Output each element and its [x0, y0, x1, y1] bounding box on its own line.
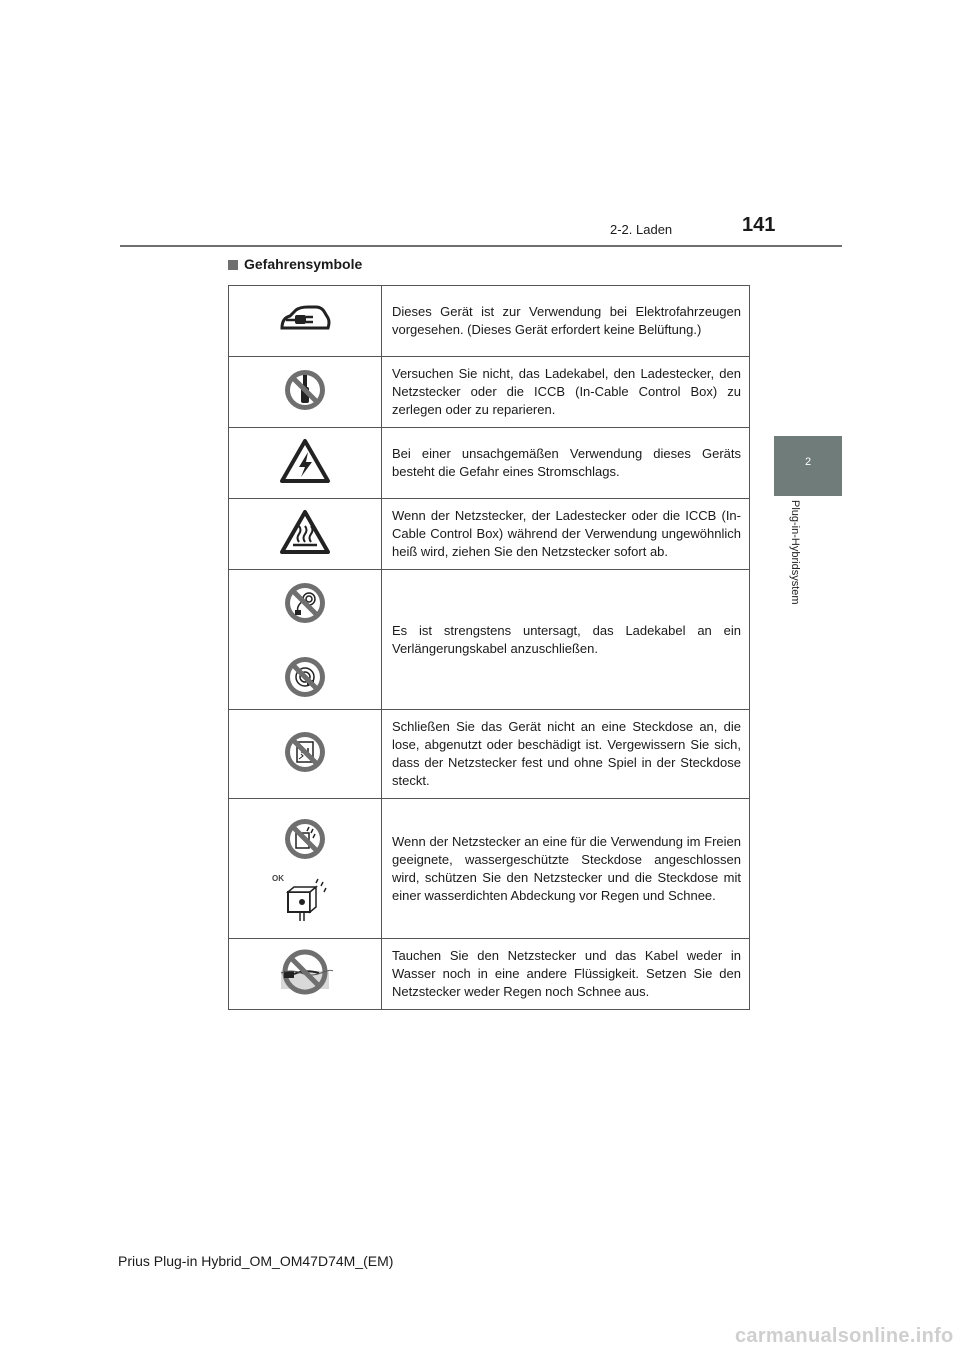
footer-document-id: Prius Plug-in Hybrid_OM_OM47D74M_(EM): [118, 1253, 394, 1269]
section-heading: [228, 256, 362, 272]
chapter-title-text: Plug-in-Hybridsystem: [789, 500, 801, 605]
table-row: [229, 570, 750, 710]
hot-surface-warning-icon: [279, 509, 331, 555]
table-row: [229, 357, 750, 428]
row-description: Bei einer unsachgemäßen Verwendung dieses Geräts besteht die Gefahr eines Stromschlags.: [382, 428, 750, 499]
covered-outlet-ok-icon: [272, 873, 332, 922]
table-row: [229, 499, 750, 570]
header-divider: [120, 245, 842, 247]
hazard-symbols-table: [228, 285, 750, 1010]
section-heading-text: Gefahrensymbole: [244, 256, 363, 272]
table-row: [229, 710, 750, 799]
icon-cell: [229, 428, 382, 499]
table-row: [229, 428, 750, 499]
no-extension-cord-icon: [282, 580, 328, 626]
icon-cell: [229, 939, 382, 1010]
row-description: Schließen Sie das Gerät nicht an eine Steckdose an, die lose, abgenutzt oder beschädigt ist. Vergewissern Sie sich, dass der Netzstecker fest und ohne Spiel in der Steckdose steckt.: [382, 710, 750, 799]
icon-cell: [229, 799, 382, 939]
row-description: Dieses Gerät ist zur Verwendung bei Elektrofahrzeugen vorgesehen. (Dieses Gerät erfordert keine Belüftung.): [382, 286, 750, 357]
heading-bullet: [228, 260, 238, 270]
icon-cell: [229, 286, 382, 357]
row-description: Tauchen Sie den Netzstecker und das Kabel weder in Wasser noch in eine andere Flüssigkeit. Setzen Sie den Netzstecker weder Regen noch Schnee aus.: [382, 939, 750, 1010]
no-cable-reel-icon: [282, 654, 328, 700]
ev-car-plug-icon: [278, 304, 332, 334]
icon-cell: [229, 570, 382, 710]
header-section-title: 2-2. Laden: [610, 222, 673, 237]
no-immersion-in-water-icon: [277, 949, 333, 995]
chapter-title-vertical: [785, 500, 805, 630]
no-uncovered-outlet-in-rain-icon: [282, 816, 328, 862]
icon-cell: [229, 499, 382, 570]
no-disassembly-icon: [282, 367, 328, 413]
icon-cell: [229, 357, 382, 428]
row-description: Wenn der Netzstecker, der Ladestecker oder die ICCB (In-Cable Control Box) während der Verwendung ungewöhnlich heiß wird, ziehen Sie den Netzstecker sofort ab.: [382, 499, 750, 570]
watermark: carmanualsonline.info: [735, 1325, 954, 1347]
icon-cell: [229, 710, 382, 799]
row-description: Wenn der Netzstecker an eine für die Verwendung im Freien geeignete, wassergeschützte Steckdose angeschlossen wird, schützen Sie den Netzstecker und die Steckdose mit einer wasserdichten Abdeckung vor Regen und Schnee.: [382, 799, 750, 939]
page-number: 141: [742, 214, 776, 236]
electric-shock-warning-icon: [279, 438, 331, 484]
ok-label: OK: [272, 873, 284, 883]
chapter-tab: 2: [774, 436, 842, 496]
row-description: Es ist strengstens untersagt, das Ladekabel an ein Verlängerungskabel anzuschließen.: [382, 570, 750, 710]
no-damaged-outlet-icon: [282, 729, 328, 775]
table-row: [229, 939, 750, 1010]
table-row: [229, 286, 750, 357]
row-description: Versuchen Sie nicht, das Ladekabel, den Ladestecker, den Netzstecker oder die ICCB (In-Cable Control Box) zu zerlegen oder zu reparieren.: [382, 357, 750, 428]
table-row: [229, 799, 750, 939]
